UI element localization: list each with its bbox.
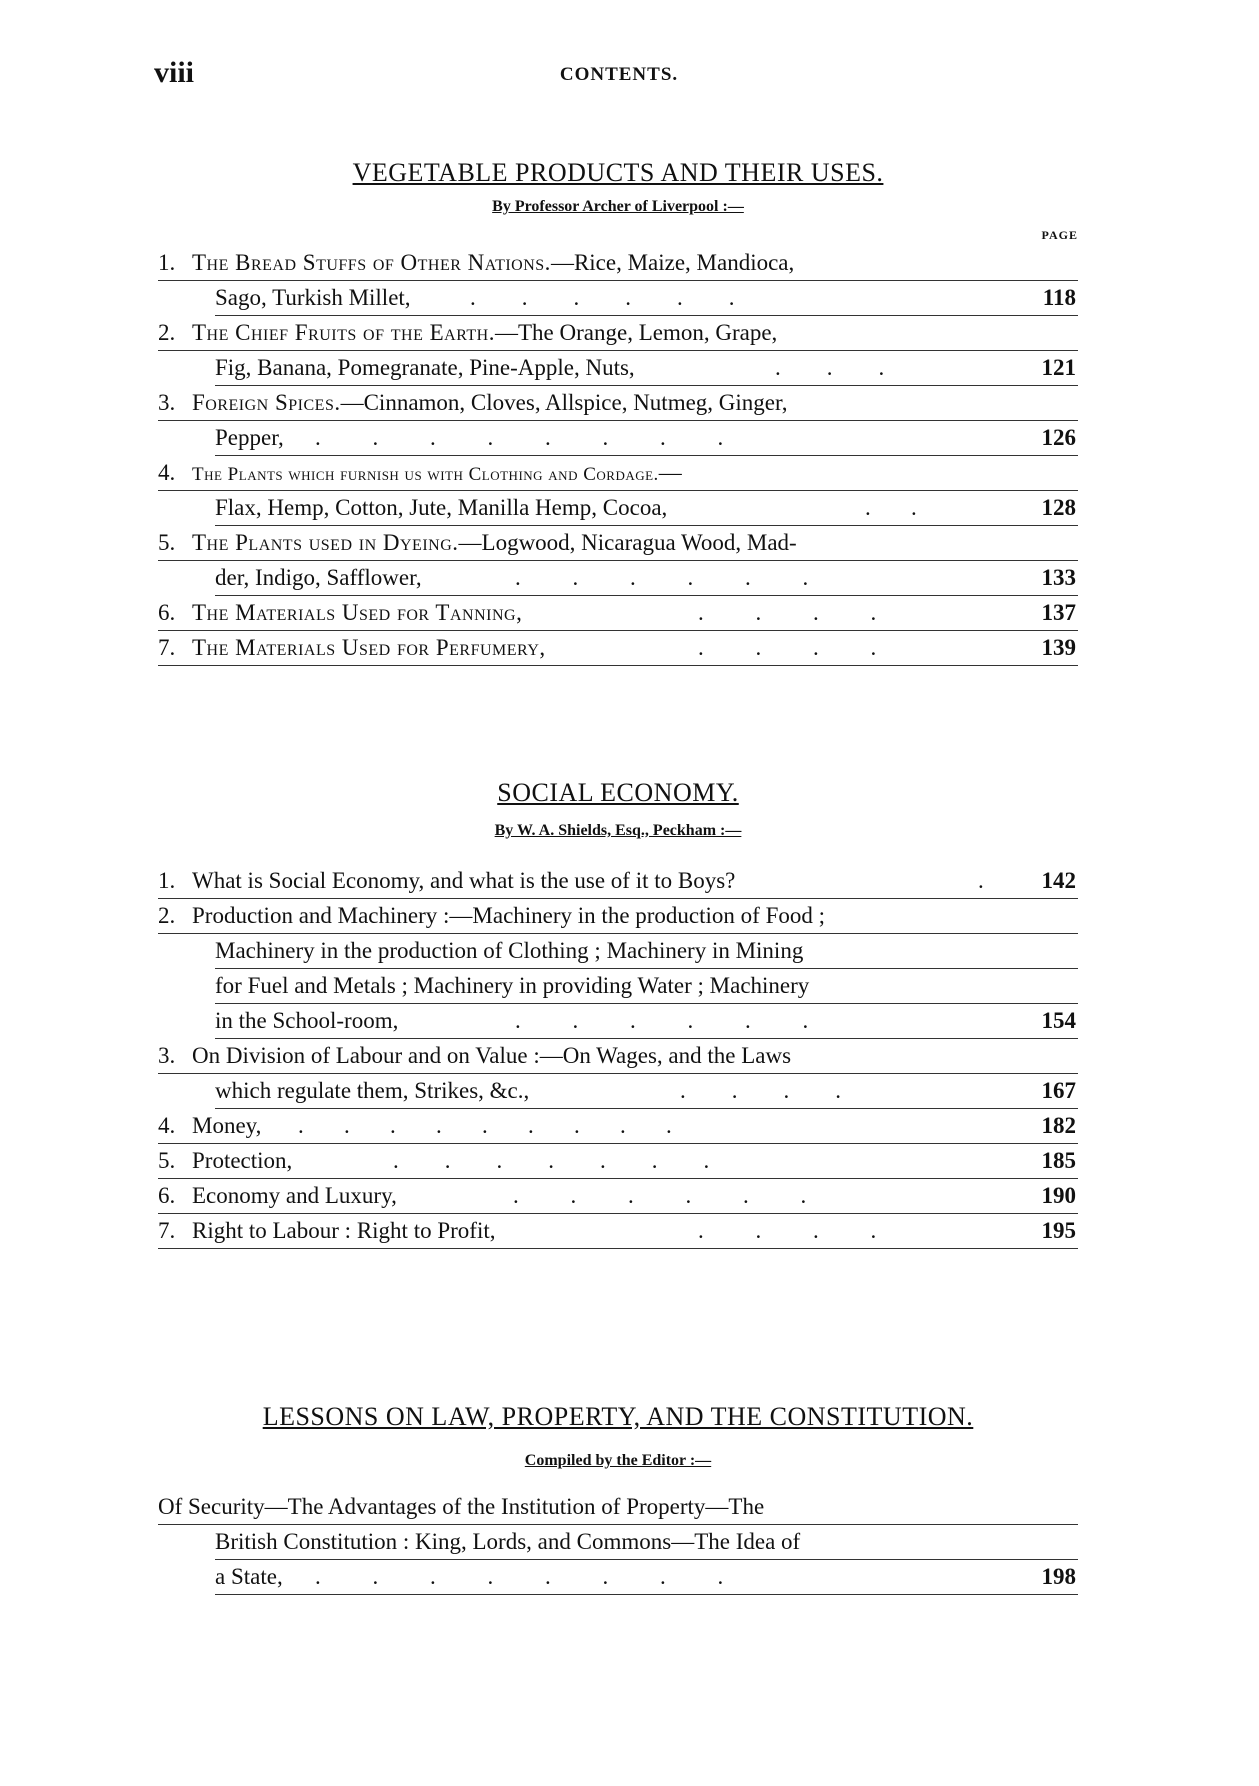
entry-number: 4.: [158, 460, 176, 485]
section-byline: By Professor Archer of Liverpool :—: [492, 198, 744, 215]
toc-entry[interactable]: [158, 1179, 1078, 1214]
section-title: VEGETABLE PRODUCTS AND THEIR USES.: [352, 158, 884, 187]
dot-leader: . . .: [775, 355, 885, 380]
entry-continuation: Fig, Banana, Pomegranate, Pine-Apple, Nuts,: [215, 355, 635, 380]
entry-number: 2.: [158, 320, 176, 345]
dot-leader: .: [978, 868, 984, 893]
entry-heading: The Chief Fruits of the Earth.: [192, 320, 495, 345]
entry-heading: The Bread Stuffs of Other Nations.: [192, 250, 551, 275]
page-header: [154, 56, 1084, 96]
dot-leader: . . . . . . .: [393, 1148, 710, 1173]
entry-heading: The Plants which furnish us with Clothing and Cordage.: [192, 464, 659, 485]
page-number: viii: [154, 56, 195, 89]
toc-entry[interactable]: [158, 631, 1078, 666]
section-byline: By W. A. Shields, Esq., Peckham :—: [494, 822, 742, 839]
toc-list: [158, 246, 1078, 666]
entry-text: Economy and Luxury,: [192, 1183, 397, 1208]
dot-leader: . . . . . .: [513, 1183, 807, 1208]
entry-heading: The Materials Used for Perfumery,: [192, 635, 546, 660]
dot-leader: . . . . . . . .: [315, 1564, 724, 1589]
entry-page: 154: [1041, 1008, 1076, 1033]
toc-entry[interactable]: [158, 1214, 1078, 1249]
toc-entry[interactable]: [158, 1039, 1078, 1109]
entry-continuation: Machinery in the production of Clothing ; Machinery in Mining: [215, 938, 804, 963]
entry-number: 3.: [158, 1043, 176, 1068]
entry-page: 185: [1041, 1148, 1076, 1173]
entry-page: 128: [1041, 495, 1076, 520]
entry-text: Money,: [192, 1113, 262, 1138]
entry-continuation: for Fuel and Metals ; Machinery in providing Water ; Machinery: [215, 973, 810, 998]
entry-text: Protection,: [192, 1148, 293, 1173]
entry-text: Of Security—The Advantages of the Institution of Property—The: [158, 1494, 765, 1519]
entry-continuation: in the School-room,: [215, 1008, 399, 1033]
entry-page: 118: [1042, 285, 1076, 310]
dot-leader: . . . . . .: [515, 565, 809, 590]
entry-continuation: der, Indigo, Safflower,: [215, 565, 422, 590]
entry-continuation: Sago, Turkish Millet,: [215, 285, 411, 310]
section-vegetable-products: [158, 158, 1078, 666]
section-social-economy: [158, 778, 1078, 1249]
entry-number: 6.: [158, 600, 176, 625]
entry-heading: The Plants used in Dyeing.: [192, 530, 459, 555]
toc-entry[interactable]: [158, 526, 1078, 596]
toc-entry[interactable]: [158, 899, 1078, 1039]
section-law-property-constitution: [158, 1402, 1078, 1595]
toc-entry[interactable]: [158, 1490, 1078, 1595]
dot-leader: . . . . . .: [515, 1008, 809, 1033]
section-title: LESSONS ON LAW, PROPERTY, AND THE CONSTITUTION.: [262, 1402, 974, 1431]
entry-text: On Division of Labour and on Value :—On Wages, and the Laws: [192, 1043, 792, 1068]
dot-leader: . . . . . . . . .: [298, 1113, 672, 1138]
entry-page: 182: [1041, 1113, 1076, 1138]
toc-entry[interactable]: [158, 246, 1078, 316]
entry-page: 137: [1041, 600, 1076, 625]
toc-entry[interactable]: [158, 1109, 1078, 1144]
dot-leader: . .: [865, 495, 917, 520]
entry-number: 4.: [158, 1113, 176, 1138]
entry-heading: The Materials Used for Tanning,: [192, 600, 523, 625]
section-byline: Compiled by the Editor :—: [524, 1452, 712, 1469]
toc-entry[interactable]: [158, 456, 1078, 526]
toc-list: [158, 1490, 1078, 1595]
entry-page: 139: [1041, 635, 1076, 660]
entry-continuation: Flax, Hemp, Cotton, Jute, Manilla Hemp, Cocoa,: [215, 495, 668, 520]
entry-text: What is Social Economy, and what is the use of it to Boys?: [192, 868, 736, 893]
toc-entry[interactable]: [158, 386, 1078, 456]
dot-leader: . . . . . . . .: [315, 425, 724, 450]
entry-number: 3.: [158, 390, 176, 415]
entry-page: 121: [1041, 355, 1076, 380]
entry-page: 142: [1041, 868, 1076, 893]
page-column-label: PAGE: [1041, 228, 1078, 242]
dot-leader: . . . .: [680, 1078, 841, 1103]
entry-continuation: which regulate them, Strikes, &c.,: [215, 1078, 530, 1103]
entry-page: 126: [1041, 425, 1076, 450]
dot-leader: . . . . . .: [470, 285, 735, 310]
entry-page: 167: [1041, 1078, 1076, 1103]
entry-number: 7.: [158, 635, 176, 660]
entry-page: 190: [1041, 1183, 1076, 1208]
entry-text: —Cinnamon, Cloves, Allspice, Nutmeg, Ginger,: [340, 390, 788, 415]
dot-leader: . . . .: [698, 635, 877, 660]
toc-entry[interactable]: [158, 1144, 1078, 1179]
entry-number: 5.: [158, 1148, 176, 1173]
toc-list: [158, 864, 1078, 1249]
entry-number: 2.: [158, 903, 176, 928]
entry-number: 1.: [158, 868, 176, 893]
entry-continuation: a State,: [215, 1564, 283, 1589]
entry-page: 195: [1041, 1218, 1076, 1243]
entry-text: —Logwood, Nicaragua Wood, Mad-: [458, 530, 797, 555]
entry-continuation: Pepper,: [215, 425, 284, 450]
entry-text: —The Orange, Lemon, Grape,: [495, 320, 778, 345]
entry-text: Production and Machinery :—Machinery in the production of Food ;: [192, 903, 826, 928]
entry-text: Right to Labour : Right to Profit,: [192, 1218, 496, 1243]
toc-entry[interactable]: [158, 316, 1078, 386]
entry-number: 6.: [158, 1183, 176, 1208]
entry-text: —: [658, 460, 682, 485]
entry-number: 7.: [158, 1218, 176, 1243]
dot-leader: . . . .: [698, 1218, 877, 1243]
entry-page: 198: [1041, 1564, 1076, 1589]
entry-page: 133: [1041, 565, 1076, 590]
entry-continuation: British Constitution : King, Lords, and Commons—The Idea of: [215, 1529, 801, 1554]
toc-entry[interactable]: [158, 864, 1078, 899]
entry-text: —Rice, Maize, Mandioca,: [550, 250, 795, 275]
entry-number: 5.: [158, 530, 176, 555]
dot-leader: . . . .: [698, 600, 877, 625]
entry-heading: Foreign Spices.: [192, 390, 341, 415]
entry-number: 1.: [158, 250, 176, 275]
section-title: SOCIAL ECONOMY.: [497, 778, 739, 807]
toc-entry[interactable]: [158, 596, 1078, 631]
running-head: CONTENTS.: [559, 64, 679, 85]
